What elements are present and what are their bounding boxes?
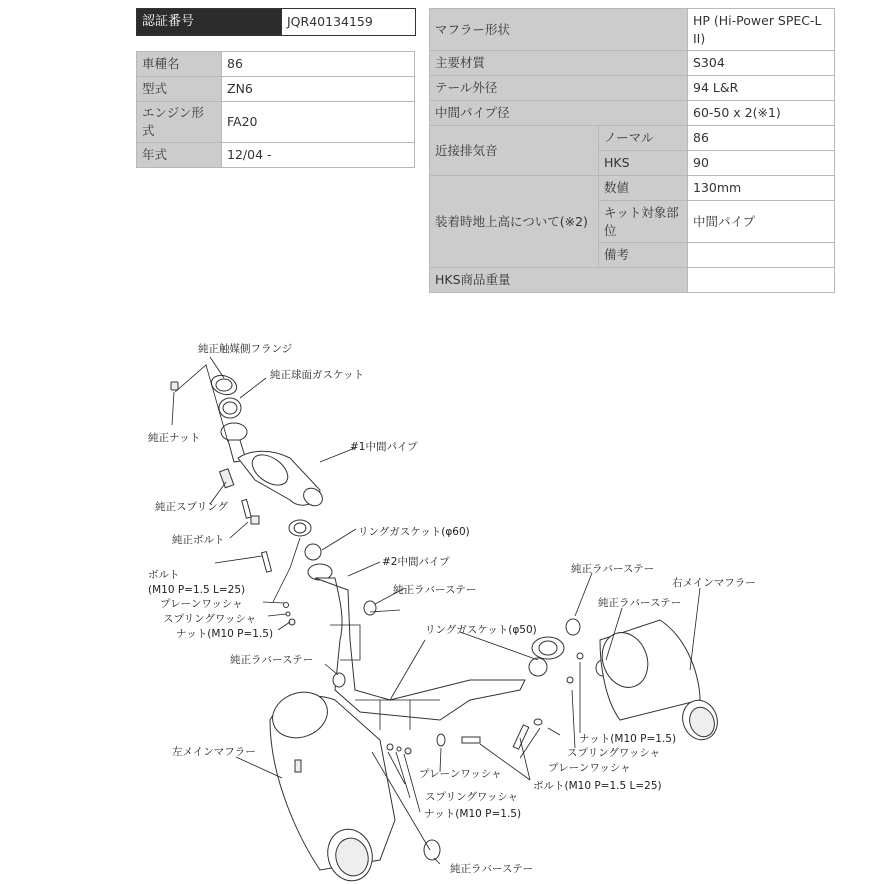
label-rubber-stay-3: 純正ラバーステー xyxy=(598,597,682,609)
spec-table xyxy=(429,8,835,293)
material-label: 主要材質 xyxy=(430,51,688,76)
model-code-value: ZN6 xyxy=(222,77,415,102)
label-ring-gasket-50: リングガスケット(φ50) xyxy=(425,624,537,636)
label-spring-washer-3: スプリングワッシャ xyxy=(425,791,519,803)
table-row xyxy=(137,102,415,143)
noise-hks-label: HKS xyxy=(599,151,688,176)
label-rubber-stay-4: 純正ラバーステー xyxy=(230,654,314,666)
table-row xyxy=(430,176,835,201)
label-spherical-gasket: 純正球面ガスケット xyxy=(270,369,364,381)
oem-spring-part xyxy=(220,469,234,488)
table-row xyxy=(137,52,415,77)
noise-normal-label: ノーマル xyxy=(599,126,688,151)
clearance-value-label: 数値 xyxy=(599,176,688,201)
noise-hks-value: 90 xyxy=(688,151,835,176)
spherical-gasket-part xyxy=(219,398,241,418)
label-mid-pipe-2: #2中間パイプ xyxy=(382,556,450,568)
model-code-label: 型式 xyxy=(137,77,222,102)
left-muffler-part xyxy=(266,685,395,884)
label-rubber-stay-2: 純正ラバーステー xyxy=(571,563,655,575)
remarks-label: 備考 xyxy=(599,243,688,268)
label-bolt: ボルト xyxy=(148,569,180,581)
proximity-noise-label: 近接排気音 xyxy=(430,126,599,176)
material-value: S304 xyxy=(688,51,835,76)
label-nut-2: ナット(M10 P=1.5) xyxy=(579,733,677,745)
certification-value: JQR40134159 xyxy=(282,9,416,36)
label-oem-spring: 純正スプリング xyxy=(155,501,228,513)
label-rubber-stay-1: 純正ラバーステー xyxy=(393,584,477,596)
label-left-muffler: 左メインマフラー xyxy=(172,746,256,758)
certification-label: 認証番号 xyxy=(137,9,282,36)
label-spring-washer-2: スプリングワッシャ xyxy=(567,747,661,759)
noise-normal-value: 86 xyxy=(688,126,835,151)
certification-table xyxy=(136,8,416,36)
label-ring-gasket-60: リングガスケット(φ60) xyxy=(358,526,470,538)
ground-clearance-label: 装着時地上高について(※2) xyxy=(430,176,599,268)
vehicle-name-value: 86 xyxy=(222,52,415,77)
ring-gasket-60-part xyxy=(305,544,321,560)
year-label: 年式 xyxy=(137,143,222,168)
mid-pipe-1-part xyxy=(221,423,326,536)
right-muffler-part xyxy=(595,620,723,745)
engine-value: FA20 xyxy=(222,102,415,143)
table-row xyxy=(430,51,835,76)
label-oem-nut: 純正ナット xyxy=(148,432,201,444)
label-rubber-stay-5: 純正ラバーステー xyxy=(450,863,534,875)
table-row xyxy=(430,76,835,101)
weight-value xyxy=(688,268,835,293)
label-right-muffler: 右メインマフラー xyxy=(672,577,756,589)
vehicle-table xyxy=(136,51,415,168)
weight-label: HKS商品重量 xyxy=(430,268,688,293)
ring-gasket-50-part xyxy=(529,658,547,676)
label-plain-washer-1: プレーンワッシャ xyxy=(160,598,243,610)
table-row xyxy=(430,268,835,293)
label-nut-1: ナット(M10 P=1.5) xyxy=(176,628,274,640)
label-bolt-full: ボルト(M10 P=1.5 L=25) xyxy=(533,780,662,792)
label-nut-3: ナット(M10 P=1.5) xyxy=(424,808,522,820)
vehicle-name-label: 車種名 xyxy=(137,52,222,77)
label-plain-washer-2: プレーンワッシャ xyxy=(548,762,631,774)
tail-diameter-value: 94 L&R xyxy=(688,76,835,101)
exhaust-parts-diagram xyxy=(140,330,760,884)
oem-nut-part xyxy=(171,382,178,390)
cat-flange-part xyxy=(209,372,240,398)
muffler-type-label: マフラー形状 xyxy=(430,9,688,51)
muffler-type-value: HP (Hi-Power SPEC-L II) xyxy=(688,9,835,51)
table-row xyxy=(430,101,835,126)
remarks-value xyxy=(688,243,835,268)
kit-target-value: 中間パイプ xyxy=(688,201,835,243)
label-mid-pipe-1: #1中間パイプ xyxy=(350,441,418,453)
label-spring-washer-1: スプリングワッシャ xyxy=(163,613,257,625)
flange-right xyxy=(532,637,564,659)
table-row xyxy=(430,9,835,51)
clearance-value: 130mm xyxy=(688,176,835,201)
mid-pipe-diameter-value: 60-50 x 2(※1) xyxy=(688,101,835,126)
table-row xyxy=(430,126,835,151)
year-value: 12/04 - xyxy=(222,143,415,168)
table-row xyxy=(137,77,415,102)
kit-target-label: キット対象部位 xyxy=(599,201,688,243)
label-cat-flange: 純正触媒側フランジ xyxy=(198,343,293,355)
mid-pipe-diameter-label: 中間パイプ径 xyxy=(430,101,688,126)
oem-bolt-part xyxy=(242,500,259,524)
label-bolt-spec: (M10 P=1.5 L=25) xyxy=(148,584,246,596)
bolt-part xyxy=(261,552,271,573)
label-oem-bolt: 純正ボルト xyxy=(172,534,225,546)
label-plain-washer-3: プレーンワッシャ xyxy=(419,768,502,780)
table-row xyxy=(137,143,415,168)
engine-label: エンジン形式 xyxy=(137,102,222,143)
tail-diameter-label: テール外径 xyxy=(430,76,688,101)
